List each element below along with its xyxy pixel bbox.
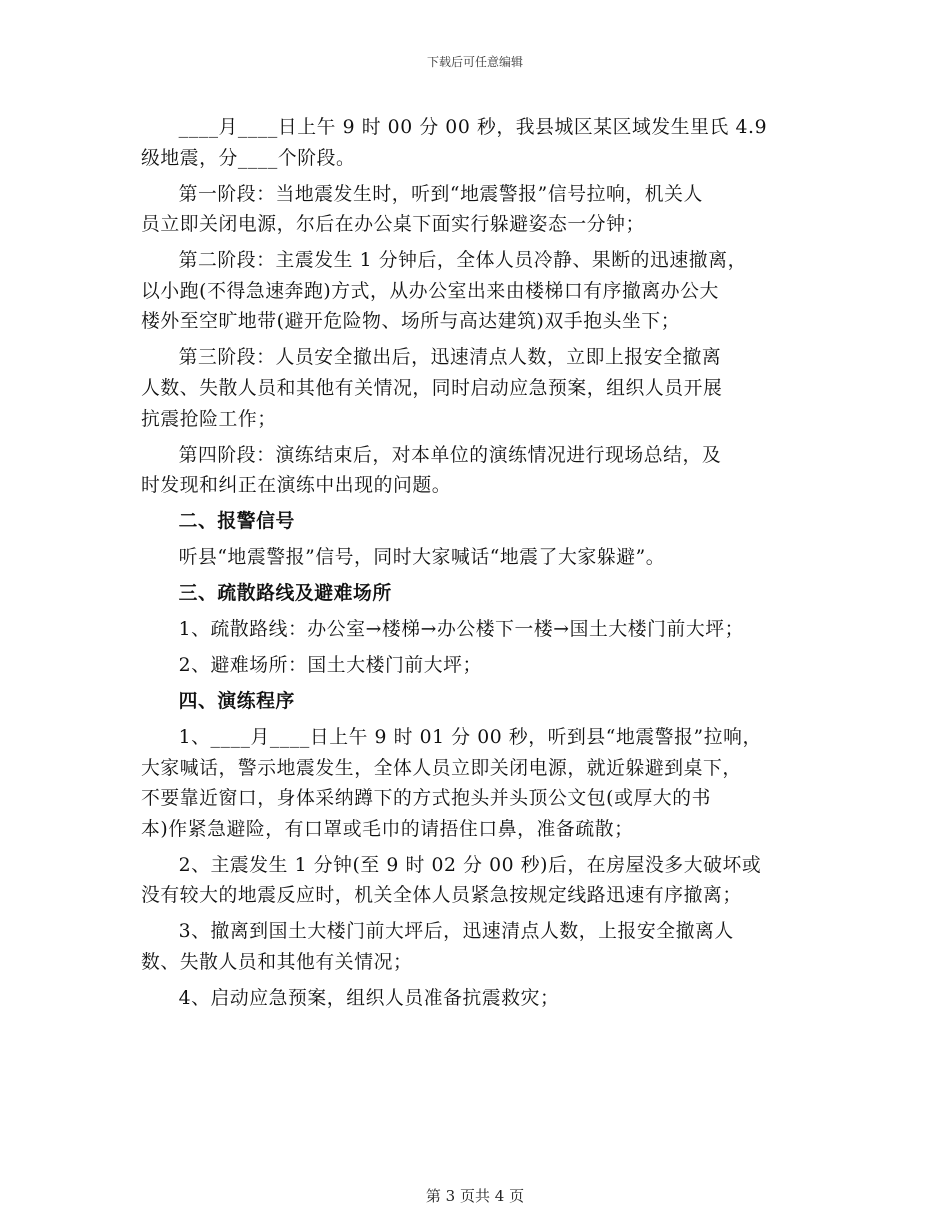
text-line: 第四阶段：演练结束后，对本单位的演练情况进行现场总结，及 [178, 444, 722, 466]
paragraph [141, 343, 811, 435]
text-line: 数、失散人员和其他有关情况； [141, 951, 413, 973]
section-heading [141, 579, 811, 610]
paragraph [141, 441, 811, 502]
text-line: 本)作紧急避险，有口罩或毛巾的请捂住口鼻，准备疏散； [141, 818, 634, 840]
document-body [141, 113, 811, 1020]
paragraph [141, 723, 811, 845]
paragraph [141, 180, 811, 241]
text-line: 1、疏散路线：办公室→楼梯→办公楼下一楼→国土大楼门前大坪； [178, 619, 745, 641]
paragraph [141, 917, 811, 978]
paragraph [141, 113, 811, 174]
text-line: 4、启动应急预案，组织人员准备抗震救灾； [178, 987, 560, 1009]
text-line: 二、报警信号 [178, 511, 295, 533]
page-header: 下载后可任意编辑 [426, 55, 523, 69]
text-line: 时发现和纠正在演练中出现的问题。 [141, 475, 452, 497]
text-line: 3、撤离到国土大楼门前大坪后，迅速清点人数，上报安全撤离人 [178, 921, 734, 943]
text-line: 第一阶段：当地震发生时，听到“地震警报”信号拉响，机关人 [178, 183, 703, 205]
section-heading [141, 687, 811, 718]
paragraph [141, 543, 811, 574]
text-line: ____月____日上午 9 时 00 分 00 秒，我县城区某区域发生里氏 4.9 [178, 117, 768, 138]
text-line: 不要靠近窗口，身体采纳蹲下的方式抱头并头顶公文包(或厚大的书 [141, 788, 711, 810]
text-line: 2、避难场所：国土大楼门前大坪； [178, 655, 482, 677]
text-line: 1、____月____日上午 9 时 01 分 00 秒，听到县“地震警报”拉响， [178, 726, 762, 748]
text-line: 大家喊话，警示地震发生，全体人员立即关闭电源，就近躲避到桌下， [141, 757, 742, 779]
text-line: 员立即关闭电源，尔后在办公桌下面实行躲避姿态一分钟； [141, 214, 645, 236]
text-line: 没有较大的地震反应时，机关全体人员紧急按规定线路迅速有序撤离； [141, 885, 742, 907]
paragraph [141, 984, 811, 1015]
page-footer: 第 3 页共 4 页 [425, 1187, 525, 1205]
text-line: 抗震抢险工作； [141, 408, 277, 430]
text-line: 级地震，分____个阶段。 [141, 147, 356, 169]
paragraph [141, 246, 811, 338]
paragraph [141, 615, 811, 646]
text-line: 听县“地震警报”信号，同时大家喊话“地震了大家躲避”。 [178, 547, 666, 569]
paragraph [141, 651, 811, 682]
text-line: 第三阶段：人员安全撤出后，迅速清点人数，立即上报安全撤离 [178, 347, 722, 369]
text-line: 人数、失散人员和其他有关情况，同时启动应急预案，组织人员开展 [141, 377, 723, 399]
text-line: 以小跑(不得急速奔跑)方式，从办公室出来由楼梯口有序撤离办公大 [141, 280, 719, 302]
paragraph [141, 851, 811, 912]
text-line: 四、演练程序 [178, 691, 295, 712]
text-line: 2、主震发生 1 分钟(至 9 时 02 分 00 秒)后，在房屋没多大破坏或 [178, 854, 762, 876]
text-line: 三、疏散路线及避难场所 [178, 583, 392, 605]
section-heading [141, 507, 811, 538]
text-line: 第二阶段：主震发生 1 分钟后，全体人员冷静、果断的迅速撤离， [178, 250, 747, 272]
text-line: 楼外至空旷地带(避开危险物、场所与高达建筑)双手抱头坐下； [141, 311, 681, 333]
